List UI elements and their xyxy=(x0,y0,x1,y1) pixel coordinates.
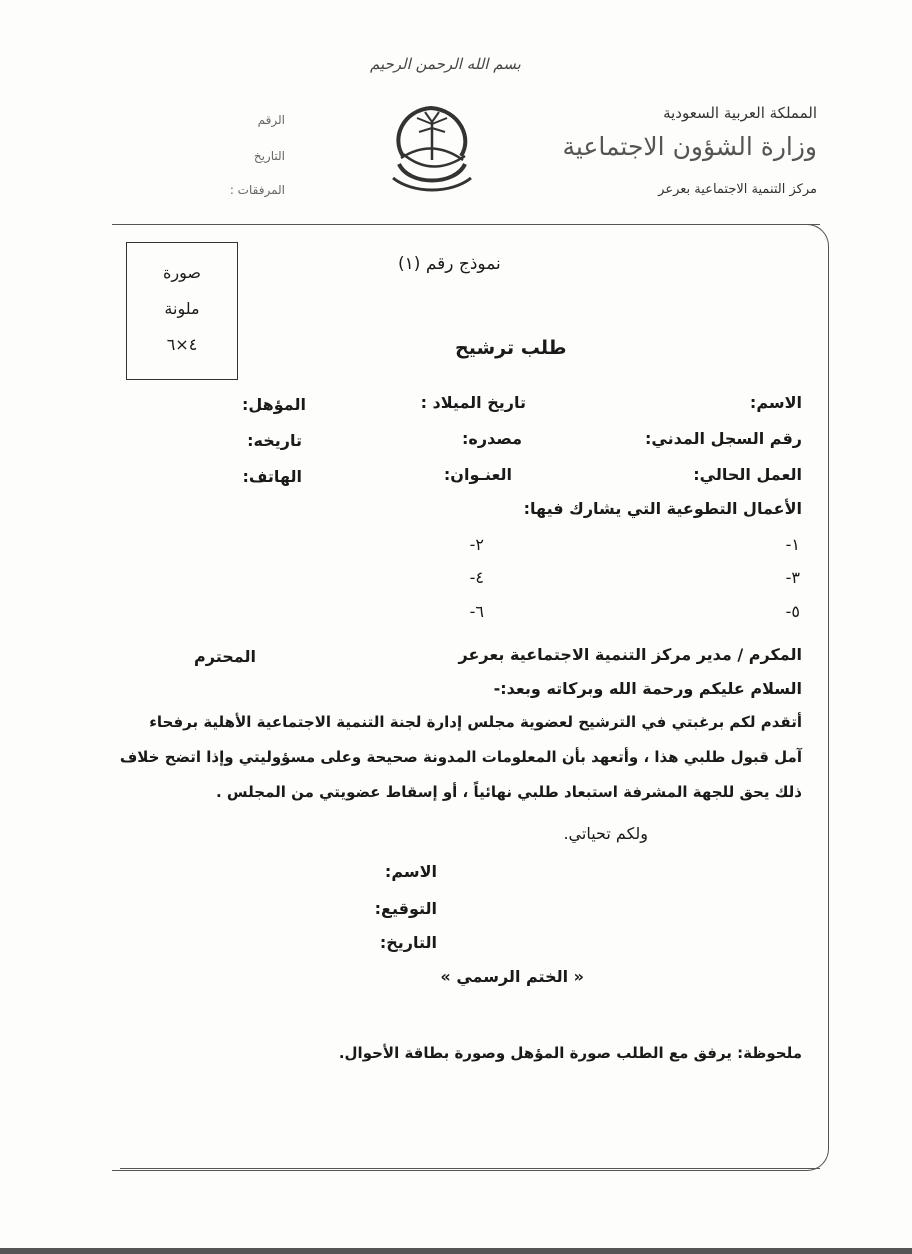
greeting: السلام عليكم ورحمة الله وبركاته وبعد:- xyxy=(493,679,802,698)
ref-label: الرقم xyxy=(257,113,285,127)
name-label: الاسم: xyxy=(749,393,802,412)
kingdom-name: المملكة العربية السعودية xyxy=(663,104,817,122)
photo-placeholder xyxy=(126,242,238,380)
birth-date-label: تاريخ الميلاد : xyxy=(420,393,526,412)
phone-label: الهاتف: xyxy=(242,467,302,486)
address-label: العنـوان: xyxy=(443,465,512,484)
photo-line2: ملونة xyxy=(164,299,200,318)
volunteer-item-1: ١- xyxy=(785,535,800,554)
qualification-label: المؤهل: xyxy=(241,395,306,414)
attachments-label: المرفقات : xyxy=(229,183,285,197)
form-title: طلب ترشيح xyxy=(455,337,567,359)
sig-name-label: الاسم: xyxy=(384,862,437,881)
center-name: مركز التنمية الاجتماعية بعرعر xyxy=(658,182,817,197)
body-line-3: ذلك يحق للجهة المشرفة استبعاد طلبي نهائياً ، أو إسقاط عضويتي من المجلس . xyxy=(216,783,802,801)
sig-date-label: التاريخ: xyxy=(379,933,437,952)
model-number: نموذج رقم (١) xyxy=(398,254,501,274)
volunteer-item-6: ٦- xyxy=(469,602,484,621)
photo-line1: صورة xyxy=(163,263,201,282)
date-label: التاريخ xyxy=(253,149,285,163)
volunteer-item-5: ٥- xyxy=(785,602,800,621)
volunteer-label: الأعمال التطوعية التي يشارك فيها: xyxy=(523,499,802,518)
current-job-label: العمل الحالي: xyxy=(693,465,802,484)
frame-bottom-rule xyxy=(120,1168,820,1169)
addressee: المكرم / مدير مركز التنمية الاجتماعية بعرعر xyxy=(458,645,802,664)
sig-signature-label: التوقيع: xyxy=(374,899,437,918)
body-line-1: أتقدم لكم برغبتي في الترشيح لعضوية مجلس إدارة لجنة التنمية الاجتماعية الأهلية برفحاء xyxy=(149,713,802,731)
note: ملحوظة: يرفق مع الطلب صورة المؤهل وصورة بطاقة الأحوال. xyxy=(338,1044,802,1062)
volunteer-item-3: ٣- xyxy=(785,568,800,587)
official-stamp: « الختم الرسمي » xyxy=(440,967,584,986)
closing: ولكم تحياتي. xyxy=(563,824,648,843)
ministry-name: وزارة الشؤون الاجتماعية xyxy=(562,132,817,161)
volunteer-item-4: ٤- xyxy=(469,568,484,587)
civil-id-label: رقم السجل المدني: xyxy=(644,429,802,448)
body-line-2: آمل قبول طلبي هذا ، وأتعهد بأن المعلومات المدونة صحيحة وعلى مسؤوليتي وإذا اتضح خلاف xyxy=(119,748,802,766)
frame-top-rule xyxy=(120,224,820,225)
issued-from-label: مصدره: xyxy=(462,429,522,448)
volunteer-item-2: ٢- xyxy=(469,535,484,554)
respected: المحترم xyxy=(194,647,256,666)
saudi-emblem-icon xyxy=(373,98,491,198)
scan-edge xyxy=(0,1248,912,1254)
bismillah: بسم الله الرحمن الرحيم xyxy=(370,55,521,73)
issue-date-label: تاريخه: xyxy=(247,431,302,450)
photo-line3: ٤×٦ xyxy=(166,335,198,354)
